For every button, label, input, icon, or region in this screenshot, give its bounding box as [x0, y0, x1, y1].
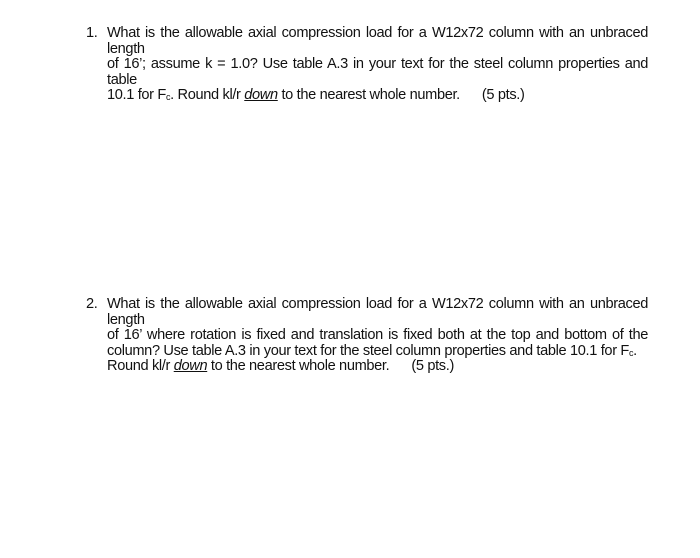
question-line: What is the allowable axial compression load for a W12x72 column with an unbraced length: [107, 296, 648, 328]
question-line: [107, 344, 648, 360]
question-text: [107, 26, 648, 104]
question-line: What is the allowable axial compression load for a W12x72 column with an unbraced length: [107, 25, 648, 57]
question-line: of 16’; assume k = 1.0? Use table A.3 in your text for the steel column properties and table: [107, 56, 648, 88]
emphasis-text: down: [173, 358, 208, 374]
question-line: [107, 88, 648, 104]
question-line: of 16’ where rotation is fixed and translation is fixed both at the top and bottom of the: [107, 327, 648, 343]
text-segment: .: [633, 342, 637, 359]
emphasis-text: down: [244, 87, 278, 103]
question-2: [86, 297, 648, 375]
question-number: 1.: [86, 25, 98, 41]
subscript: c: [628, 347, 634, 358]
points-label: (5 pts.): [411, 358, 454, 374]
question-line: [107, 359, 648, 375]
text-segment: . Round kl/r: [170, 87, 245, 103]
question-1: [86, 26, 648, 104]
text-segment: 10.1 for F: [107, 87, 166, 103]
subscript: c: [165, 92, 171, 102]
text-segment: Round kl/r: [107, 358, 174, 374]
text-segment: column? Use table A.3 in your text for the steel column properties and table 10.1 for F: [107, 342, 629, 359]
points-label: (5 pts.): [481, 87, 525, 103]
question-text: [107, 297, 648, 375]
question-number: 2.: [86, 296, 98, 312]
text-segment: to the nearest whole number.: [277, 87, 460, 103]
text-segment: to the nearest whole number.: [207, 358, 390, 374]
